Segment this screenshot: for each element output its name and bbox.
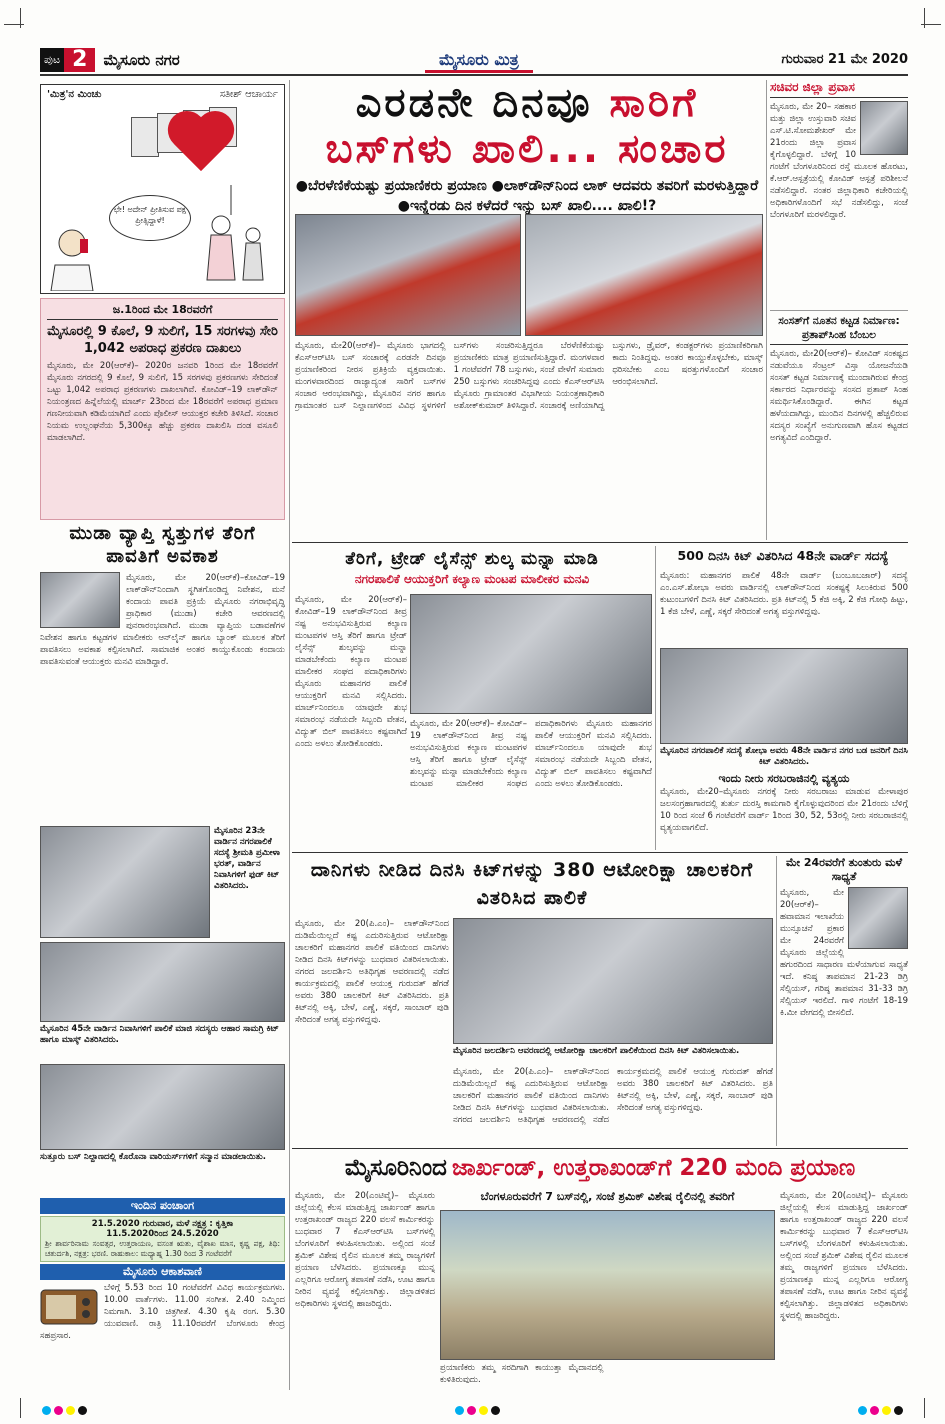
column-divider [776, 856, 777, 1146]
color-registration-strip [455, 1406, 500, 1415]
cartoon-speech-bubble: ಛೇ! ಅದೇನ್ ಪ್ರೀತಿಸುವ ಪಕ್ಷ ಪ್ರೀತ್ಸಿದ್ದಾಳೆ! [109, 195, 191, 241]
panchanga-title: ಇಂದಿನ ಪಂಚಾಂಗ [40, 1198, 285, 1214]
panchanga-line1: 21.5.2020 ಗುರುವಾರ, ಮಳೆ ನಕ್ಷತ್ರ : ಕೃತ್ತಿಕಾ [91, 1219, 234, 1229]
radio-box [40, 1282, 285, 1394]
panchanga-line2: 11.5.2020ರಿಂದ 24.5.2020 [106, 1229, 219, 1239]
trade-body-continued: ಮೈಸೂರು, ಮೇ 20(ಆರ್‌ಕೆ)– ಕೋವಿಡ್–19 ಲಾಕ್‌ಡೌನ್‌ನಿಂದ ತೀವ್ರ ನಷ್ಟ ಅನುಭವಿಸುತ್ತಿರುವ ಕಲ್ಯಾಣ ಮಂಟಪಗಳ ಆಸ್ತಿ ತೆರಿಗೆ ಹಾಗೂ ಟ್ರೇಡ್ ಲೈಸೆನ್ಸ್ ಶುಲ್ಕವನ್ನು ಮನ್ನಾ ಮಾಡಬೇಕೆಂದು ಕಲ್ಯಾಣ ಮಂಟಪ ಮಾಲೀಕರ ಸಂಘದ ಪದಾಧಿಕಾರಿಗಳು ಮೈಸೂರು ಮಹಾನಗರ ಪಾಲಿಕೆ ಆಯುಕ್ತರಿಗೆ ಮನವಿ ಸಲ್ಲಿಸಿದರು. ಮಾರ್ಚ್‌ನಿಂದಲೂ ಯಾವುದೇ ಶುಭ ಸಮಾರಂಭ ನಡೆಯದೇ ಸಿಬ್ಬಂದಿ ವೇತನ, ವಿದ್ಯುತ್ ಬಿಲ್ ಪಾವತಿಸಲು ಕಷ್ಟವಾಗಿದೆ ಎಂದು ಅಳಲು ತೋಡಿಕೊಂಡರು. [410, 719, 652, 789]
water-headline: ಇಂದು ನೀರು ಸರಬರಾಜಿನಲ್ಲಿ ವ್ಯತ್ಯಯ [718, 772, 850, 785]
lead-photo-bus-stand [525, 214, 763, 336]
rain-photo [848, 887, 908, 949]
autos-caption: ಮೈಸೂರಿನ ಜಲದರ್ಶಿನಿ ಆವರಣದಲ್ಲಿ ಆಟೋರಿಕ್ಷಾ ಚಾಲಕರಿಗೆ ಪಾಲಿಕೆಯಿಂದ ದಿನಸಿ ಕಿಟ್ ವಿತರಿಸಲಾಯಿತು. [453, 1046, 740, 1056]
lead-headline-line1: ಎರಡನೇ ದಿನವೂ [355, 80, 593, 126]
crime-kicker: ಜ.1ರಿಂದ ಮೇ 18ರವರೆಗೆ [47, 303, 278, 320]
parliament-headline: ಸಂಸತ್‌ಗೆ ನೂತನ ಕಟ್ಟಡ ನಿರ್ಮಾಣ: ಪ್ರತಾಪ್‌ಸಿಂಹ ಬೆಂಬಲ [770, 314, 908, 345]
heart-balloon-icon [166, 113, 236, 175]
muda-headline: ಮುಡಾ ವ್ಯಾಪ್ತಿ ಸ್ವತ್ತುಗಳ ತೆರಿಗೆ ಪಾವತಿಗೆ ಅವಕಾಶ [69, 523, 256, 567]
bus-stand-felicitation-photo [40, 1064, 285, 1150]
column-divider [289, 80, 290, 1390]
minister-tour-body: ಮೈಸೂರು, ಮೇ 20– ಸಹಕಾರ ಮತ್ತು ಜಿಲ್ಲಾ ಉಸ್ತುವಾರಿ ಸಚಿವ ಎಸ್.ಟಿ.ಸೋಮಶೇಖರ್ ಮೇ 21ರಂದು ಜಿಲ್ಲಾ ಪ್ರವಾಸ ಕೈಗೊಳ್ಳಲಿದ್ದಾರೆ. ಬೆಳಿಗ್ಗೆ 10 ಗಂಟೆಗೆ ಬೆಂಗಳೂರಿನಿಂದ ರಸ್ತೆ ಮೂಲಕ ಹೊರಟು, ಕೆ.ಆರ್.ಆಸ್ಪತ್ರೆಯಲ್ಲಿ ಕೋವಿಡ್ ಆಸ್ಪತ್ರೆ ಪರಿಶೀಲನೆ ನಡೆಸಲಿದ್ದಾರೆ. ನಂತರ ಜಿಲ್ಲಾಧಿಕಾರಿ ಕಚೇರಿಯಲ್ಲಿ ಅಧಿಕಾರಿಗಳೊಂದಿಗೆ ಸಭೆ ನಡೆಸಲಿದ್ದು, ಸಂಜೆ ಬೆಂಗಳೂರಿಗೆ ಮರಳಲಿದ್ದಾರೆ. [770, 102, 908, 220]
paper-name: ಮೈಸೂರು ಮಿತ್ರ [425, 50, 533, 73]
ward48-caption: ಮೈಸೂರಿನ ನಗರಪಾಲಿಕೆ ಸದಸ್ಯೆ ಶೋಭಾ ಅವರು 48ನೇ ವಾರ್ಡಿನ ನಗರ ಬಡ ಜನರಿಗೆ ದಿನಸಿ ಕಿಟ್ ವಿತರಿಸಿದರು. [660, 746, 908, 767]
cartoon-title [41, 85, 284, 104]
panchanga-box [40, 1216, 285, 1262]
muda-body: ಮೈಸೂರು, ಮೇ 20(ಆರ್‌ಕೆ)–ಕೋವಿಡ್–19 ಲಾಕ್‌ಡೌನ್‌ನಿಂದಾಗಿ ಸ್ಥಗಿತಗೊಂಡಿದ್ದ ನಿವೇಶನ, ಮನೆ ಕಂದಾಯ ಪಾವತಿ ಪ್ರಕ್ರಿಯೆ ಮೈಸೂರು ನಗರಾಭಿವೃದ್ಧಿ ಪ್ರಾಧಿಕಾರ (ಮುಡಾ) ಕಚೇರಿ ಆವರಣದಲ್ಲಿ ಪುನರಾರಂಭವಾಗಿದೆ. ಮುಡಾ ವ್ಯಾಪ್ತಿಯ ಬಡಾವಣೆಗಳ ನಿವೇಶನ ಹಾಗೂ ಕಟ್ಟಡಗಳ ಮಾಲೀಕರು ಆನ್‌ಲೈನ್ ಹಾಗೂ ಬ್ಯಾಂಕ್ ಮೂಲಕ ತೆರಿಗೆ ಪಾವತಿಸಲು ಅವಕಾಶ ಕಲ್ಪಿಸಲಾಗಿದೆ. ಸಾಮಾಜಿಕ ಅಂತರ ಕಾಯ್ದುಕೊಂಡು ಕಂದಾಯ ಪಾವತಿಸುವಂತೆ ಆಯುಕ್ತರು ಮನವಿ ಮಾಡಿದ್ದಾರೆ. [40, 573, 285, 667]
minister-tour-article [770, 80, 908, 308]
crop-mark [921, 24, 941, 25]
column-divider [655, 546, 656, 850]
parliament-building-article [770, 314, 908, 540]
color-registration-strip [858, 1406, 903, 1415]
autos-body: ಮೈಸೂರು, ಮೇ 20(ಪಿ.ಎಂ)– ಲಾಕ್‌ಡೌನ್‌ನಿಂದ ದುಡಿಮೆಯಿಲ್ಲದೆ ಕಷ್ಟ ಎದುರಿಸುತ್ತಿರುವ ಆಟೋರಿಕ್ಷಾ ಚಾಲಕರಿಗೆ ಮಹಾನಗರ ಪಾಲಿಕೆ ವತಿಯಿಂದ ದಾನಿಗಳು ನೀಡಿದ ದಿನಸಿ ಕಿಟ್‌ಗಳನ್ನು ಬುಧವಾರ ವಿತರಿಸಲಾಯಿತು. ನಗರದ ಜಲದರ್ಶಿನಿ ಅತಿಥಿಗೃಹ ಆವರಣದಲ್ಲಿ ನಡೆದ ಕಾರ್ಯಕ್ರಮದಲ್ಲಿ ಪಾಲಿಕೆ ಆಯುಕ್ತ ಗುರುದತ್ ಹೆಗಡೆ ಅವರು 380 ಚಾಲಕರಿಗೆ ಕಿಟ್ ವಿತರಿಸಿದರು. ಪ್ರತಿ ಕಿಟ್‌ನಲ್ಲಿ ಅಕ್ಕಿ, ಬೇಳೆ, ಎಣ್ಣೆ, ಸಕ್ಕರೆ, ಸಾಂಬಾರ್ ಪುಡಿ ಸೇರಿದಂತೆ ಅಗತ್ಯ ವಸ್ತುಗಳಿದ್ದವು. [295, 919, 449, 1025]
cartoon-artist: ಸತೀಶ್ ಆಚಾರ್ಯ [219, 89, 278, 100]
section-divider [292, 1148, 908, 1149]
crop-mark [4, 24, 24, 25]
radio-icon [40, 1286, 98, 1326]
column-divider [766, 80, 767, 540]
section-city: ಮೈಸೂರು ನಗರ [103, 51, 180, 69]
crop-mark [924, 1398, 925, 1418]
autos-headline [292, 856, 772, 914]
ward48-headline [658, 546, 908, 568]
page-number-box [40, 48, 180, 72]
migrants-caption: ಪ್ರಯಾಣಿಕರು ತಮ್ಮ ಸರದಿಗಾಗಿ ಕಾಯುತ್ತಾ ಮೈದಾನದಲ್ಲಿ ಕುಳಿತಿರುವುದು. [440, 1363, 604, 1385]
radio-body: ಬೆಳಿಗ್ಗೆ 5.53 ರಿಂದ 10 ಗಂಟೆವರೆಗೆ ವಿವಿಧ ಕಾರ್ಯಕ್ರಮಗಳು. 10.00 ವಾರ್ತೆಗಳು. 11.00 ಸಂಗೀತ. 2.40 ನಿಮ್ಮಿಂದ ನಿಮಗಾಗಿ. 3.10 ಚಿತ್ರಗೀತೆ. 4.30 ಕೃಷಿ ರಂಗ. 5.30 ಯುವವಾಣಿ. ರಾತ್ರಿ 11.10ರವರೆಗೆ ಬೆಂಗಳೂರು ಕೇಂದ್ರ ಸಹಪ್ರಸಾರ. [40, 1283, 285, 1341]
page-masthead [40, 42, 908, 76]
lead-headline [292, 80, 762, 172]
migrants-headline-black: ಮೈಸೂರಿನಿಂದ [344, 1155, 447, 1181]
ration-kit-photo-2 [40, 942, 285, 1022]
trade-body: ಮೈಸೂರು, ಮೇ 20(ಆರ್‌ಕೆ)– ಕೋವಿಡ್–19 ಲಾಕ್‌ಡೌನ್‌ನಿಂದ ತೀವ್ರ ನಷ್ಟ ಅನುಭವಿಸುತ್ತಿರುವ ಕಲ್ಯಾಣ ಮಂಟಪಗಳ ಆಸ್ತಿ ತೆರಿಗೆ ಹಾಗೂ ಟ್ರೇಡ್ ಲೈಸೆನ್ಸ್ ಶುಲ್ಕವನ್ನು ಮನ್ನಾ ಮಾಡಬೇಕೆಂದು ಕಲ್ಯಾಣ ಮಂಟಪ ಮಾಲೀಕರ ಸಂಘದ ಪದಾಧಿಕಾರಿಗಳು ಮೈಸೂರು ಮಹಾನಗರ ಪಾಲಿಕೆ ಆಯುಕ್ತರಿಗೆ ಮನವಿ ಸಲ್ಲಿಸಿದರು. ಮಾರ್ಚ್‌ನಿಂದಲೂ ಯಾವುದೇ ಶುಭ ಸಮಾರಂಭ ನಡೆಯದೇ ಸಿಬ್ಬಂದಿ ವೇತನ, ವಿದ್ಯುತ್ ಬಿಲ್ ಪಾವತಿಸಲು ಕಷ್ಟವಾಗಿದೆ ಎಂದು ಅಳಲು ತೋಡಿಕೊಂಡರು. [295, 595, 407, 749]
ward48-kit-photo [660, 648, 908, 744]
lead-photo-bus-depot [295, 214, 521, 336]
migrants-body: ಮೈಸೂರು, ಮೇ 20(ಎಂಟಿವೈ)– ಮೈಸೂರು ಜಿಲ್ಲೆಯಲ್ಲಿ ಕೆಲಸ ಮಾಡುತ್ತಿದ್ದ ಜಾರ್ಖಂಡ್ ಹಾಗೂ ಉತ್ತರಾಖಂಡ್ ರಾಜ್ಯದ 220 ವಲಸೆ ಕಾರ್ಮಿಕರನ್ನು ಬುಧವಾರ 7 ಕೆಎಸ್‌ಆರ್‌ಟಿಸಿ ಬಸ್‌ಗಳಲ್ಲಿ ಬೆಂಗಳೂರಿಗೆ ಕಳುಹಿಸಲಾಯಿತು. ಅಲ್ಲಿಂದ ಸಂಜೆ ಶ್ರಮಿಕ್ ವಿಶೇಷ ರೈಲಿನ ಮೂಲಕ ತಮ್ಮ ರಾಜ್ಯಗಳಿಗೆ ಪ್ರಯಾಣ ಬೆಳೆಸಿದರು. ಪ್ರಯಾಣಕ್ಕೂ ಮುನ್ನ ಎಲ್ಲರಿಗೂ ಆರೋಗ್ಯ ತಪಾಸಣೆ ನಡೆಸಿ, ಊಟ ಹಾಗೂ ನೀರಿನ ವ್ಯವಸ್ಥೆ ಕಲ್ಪಿಸಲಾಗಿತ್ತು. ಜಿಲ್ಲಾಡಳಿತದ ಅಧಿಕಾರಿಗಳು ಸ್ಥಳದಲ್ಲಿ ಹಾಜರಿದ್ದರು. [295, 1191, 435, 1309]
minister-photo [860, 101, 908, 155]
section-divider [292, 542, 908, 543]
lead-headline-line2: ಬಸ್‌ಗಳು ಖಾಲಿ... ಸಂಚಾರ [325, 126, 729, 172]
trade-subhead: ನಗರಪಾಲಿಕೆ ಆಯುಕ್ತರಿಗೆ ಕಲ್ಯಾಣ ಮಂಟಪ ಮಾಲೀಕರ ಮನವಿ [354, 572, 590, 586]
ward48-body: ಮೈಸೂರು: ಮಹಾನಗರ ಪಾಲಿಕೆ 48ನೇ ವಾರ್ಡ್ (ಬಂಬೂಬಜಾರ್) ಸದಸ್ಯೆ ಎಂ.ಎಸ್.ಶೋಭಾ ಅವರು ವಾರ್ಡಿನಲ್ಲಿ ಲಾಕ್‌ಡೌನ್‌ನಿಂದ ಸಂಕಷ್ಟಕ್ಕೆ ಸಿಲುಕಿರುವ 500 ಕುಟುಂಬಗಳಿಗೆ ದಿನಸಿ ಕಿಟ್ ವಿತರಿಸಿದರು. ಪ್ರತಿ ಕಿಟ್‌ನಲ್ಲಿ 5 ಕೆಜಿ ಅಕ್ಕಿ, 2 ಕೆಜಿ ಗೋಧಿ ಹಿಟ್ಟು, 1 ಕೆಜಿ ಬೇಳೆ, ಎಣ್ಣೆ, ಸಕ್ಕರೆ ಸೇರಿದಂತೆ ಅಗತ್ಯ ವಸ್ತುಗಳಿದ್ದವು. [660, 571, 908, 617]
autos-headline-text: ದಾನಿಗಳು ನೀಡಿದ ದಿನಸಿ ಕಿಟ್‌ಗಳನ್ನು 380 ಆಟೋರಿಕ್ಷಾ ಚಾಲಕರಿಗೆ ವಿತರಿಸಿದ ಪಾಲಿಕೆ [310, 859, 754, 909]
lead-deck: ●ಬೆರಳೆಣಿಕೆಯಷ್ಟು ಪ್ರಯಾಣಿಕರು ಪ್ರಯಾಣ ●ಲಾಕ್‌ಡೌನ್‌ನಿಂದ ಲಾಕ್ ಆದವರು ತವರಿಗೆ ಮರಳುತ್ತಿದ್ದಾರೆ ●ಇನ್ನೆರಡು ದಿನ ಕಳೆದರೆ ಇನ್ನು ಬಸ್ ಖಾಲಿ.... ಖಾಲಿ!? [295, 178, 759, 214]
rain-article [780, 856, 908, 1146]
page-number: 2 [64, 48, 95, 72]
lead-headline-line1-red: ಸಾರಿಗೆ [609, 80, 699, 126]
migrants-body-continued: ಮೈಸೂರು, ಮೇ 20(ಎಂಟಿವೈ)– ಮೈಸೂರು ಜಿಲ್ಲೆಯಲ್ಲಿ ಕೆಲಸ ಮಾಡುತ್ತಿದ್ದ ಜಾರ್ಖಂಡ್ ಹಾಗೂ ಉತ್ತರಾಖಂಡ್ ರಾಜ್ಯದ 220 ವಲಸೆ ಕಾರ್ಮಿಕರನ್ನು ಬುಧವಾರ 7 ಕೆಎಸ್‌ಆರ್‌ಟಿಸಿ ಬಸ್‌ಗಳಲ್ಲಿ ಬೆಂಗಳೂರಿಗೆ ಕಳುಹಿಸಲಾಯಿತು. ಅಲ್ಲಿಂದ ಸಂಜೆ ಶ್ರಮಿಕ್ ವಿಶೇಷ ರೈಲಿನ ಮೂಲಕ ತಮ್ಮ ರಾಜ್ಯಗಳಿಗೆ ಪ್ರಯಾಣ ಬೆಳೆಸಿದರು. ಪ್ರಯಾಣಕ್ಕೂ ಮುನ್ನ ಎಲ್ಲರಿಗೂ ಆರೋಗ್ಯ ತಪಾಸಣೆ ನಡೆಸಿ, ಊಟ ಹಾಗೂ ನೀರಿನ ವ್ಯವಸ್ಥೆ ಕಲ್ಪಿಸಲಾಗಿತ್ತು. ಜಿಲ್ಲಾಡಳಿತದ ಅಧಿಕಾರಿಗಳು ಸ್ಥಳದಲ್ಲಿ ಹಾಜರಿದ್ದರು. [780, 1191, 908, 1321]
trade-headline [292, 546, 652, 572]
crime-stats-article [40, 298, 285, 520]
color-registration-strip [42, 1406, 87, 1415]
lead-body: ಮೈಸೂರು, ಮೇ20(ಆರ್‌ಕೆ)– ಮೈಸೂರು ಭಾಗದಲ್ಲಿ ಕೆಎಸ್‌ಆರ್‌ಟಿಸಿ ಬಸ್ ಸಂಚಾರಕ್ಕೆ ಎರಡನೇ ದಿನವೂ ಪ್ರಯಾಣಿಕರಿಂದ ನೀರಸ ಪ್ರತಿಕ್ರಿಯೆ ವ್ಯಕ್ತವಾಯಿತು. ಮಂಗಳವಾರದಿಂದ ರಾಜ್ಯಾದ್ಯಂತ ಸಾರಿಗೆ ಬಸ್‌ಗಳ ಸಂಚಾರ ಆರಂಭವಾಗಿದ್ದು, ಮೈಸೂರಿನ ನಗರ ಹಾಗೂ ಗ್ರಾಮಾಂತರ ಬಸ್ ನಿಲ್ದಾಣಗಳಿಂದ ವಿವಿಧ ಸ್ಥಳಗಳಿಗೆ ಬಸ್‌ಗಳು ಸಂಚರಿಸುತ್ತಿದ್ದರೂ ಬೆರಳೆಣಿಕೆಯಷ್ಟು ಪ್ರಯಾಣಿಕರು ಮಾತ್ರ ಪ್ರಯಾಣಿಸುತ್ತಿದ್ದಾರೆ. ಮಂಗಳವಾರ 1 ಗಂಟೆವರೆಗೆ 78 ಬಸ್ಸುಗಳು, ಸಂಜೆ ವೇಳೆಗೆ ಸುಮಾರು 250 ಬಸ್ಸುಗಳು ಸಂಚರಿಸಿದ್ದವು ಎಂದು ಕೆಎಸ್‌ಆರ್‌ಟಿಸಿ ಮೈಸೂರು ಗ್ರಾಮಾಂತರ ವಿಭಾಗೀಯ ನಿಯಂತ್ರಣಾಧಿಕಾರಿ ಅಶೋಕ್‌ಕುಮಾರ್ ತಿಳಿಸಿದ್ದಾರೆ. ಸಂಚಾರಕ್ಕೆ ಅಣಿಯಾಗಿದ್ದ ಬಸ್ಸುಗಳು, ಡ್ರೈವರ್, ಕಂಡಕ್ಟರ್‌ಗಳು ಪ್ರಯಾಣಿಕರಿಗಾಗಿ ಕಾದು ನಿಂತಿದ್ದವು. ಅಂತರ ಕಾಯ್ದುಕೊಳ್ಳಬೇಕು, ಮಾಸ್ಕ್ ಧರಿಸಬೇಕು ಎಂಬ ಷರತ್ತುಗಳೊಂದಿಗೆ ಸಂಚಾರ ಆರಂಭಿಸಲಾಗಿದೆ. [295, 341, 763, 411]
rain-headline: ಮೇ 24ರವರೆಗೆ ತುಂತುರು ಮಳೆ ಸಾಧ್ಯತೆ [785, 856, 903, 883]
crop-mark [924, 8, 925, 28]
autos-body-continued: ಮೈಸೂರು, ಮೇ 20(ಪಿ.ಎಂ)– ಲಾಕ್‌ಡೌನ್‌ನಿಂದ ದುಡಿಮೆಯಿಲ್ಲದೆ ಕಷ್ಟ ಎದುರಿಸುತ್ತಿರುವ ಆಟೋರಿಕ್ಷಾ ಚಾಲಕರಿಗೆ ಮಹಾನಗರ ಪಾಲಿಕೆ ವತಿಯಿಂದ ದಾನಿಗಳು ನೀಡಿದ ದಿನಸಿ ಕಿಟ್‌ಗಳನ್ನು ಬುಧವಾರ ವಿತರಿಸಲಾಯಿತು. ನಗರದ ಜಲದರ್ಶಿನಿ ಅತಿಥಿಗೃಹ ಆವರಣದಲ್ಲಿ ನಡೆದ ಕಾರ್ಯಕ್ರಮದಲ್ಲಿ ಪಾಲಿಕೆ ಆಯುಕ್ತ ಗುರುದತ್ ಹೆಗಡೆ ಅವರು 380 ಚಾಲಕರಿಗೆ ಕಿಟ್ ವಿತರಿಸಿದರು. ಪ್ರತಿ ಕಿಟ್‌ನಲ್ಲಿ ಅಕ್ಕಿ, ಬೇಳೆ, ಎಣ್ಣೆ, ಸಕ್ಕರೆ, ಸಾಂಬಾರ್ ಪುಡಿ ಸೇರಿದಂತೆ ಅಗತ್ಯ ವಸ್ತುಗಳಿದ್ದವು. [453, 1067, 773, 1125]
crop-mark [20, 1398, 21, 1418]
trade-headline-text: ತೆರಿಗೆ, ಟ್ರೇಡ್ ಲೈಸೆನ್ಸ್ ಶುಲ್ಕ ಮನ್ನಾ ಮಾಡಿ [345, 549, 599, 569]
migrants-headline-red: ಜಾರ್ಖಂಡ್, ಉತ್ತರಾಖಂಡ್‌ಗೆ 220 ಮಂದಿ ಪ್ರಯಾಣ [451, 1155, 856, 1181]
parliament-body: ಮೈಸೂರು, ಮೇ20(ಆರ್‌ಕೆ)– ಕೋವಿಡ್ ಸಂಕಷ್ಟದ ನಡುವೆಯೂ ಸೆಂಟ್ರಲ್ ವಿಸ್ತಾ ಯೋಜನೆಯಡಿ ಸಂಸತ್ ಕಟ್ಟಡ ನಿರ್ಮಾಣಕ್ಕೆ ಮುಂದಾಗಿರುವ ಕೇಂದ್ರ ಸರ್ಕಾರದ ನಿರ್ಧಾರವನ್ನು ಸಂಸದ ಪ್ರತಾಪ್ ಸಿಂಹ ಸಮರ್ಥಿಸಿಕೊಂಡಿದ್ದಾರೆ. ಈಗಿನ ಕಟ್ಟಡ ಹಳೆಯದಾಗಿದ್ದು, ಮುಂದಿನ ದಿನಗಳಲ್ಲಿ ಹೆಚ್ಚಲಿರುವ ಸದಸ್ಯರ ಸಂಖ್ಯೆಗೆ ಅನುಗುಣವಾಗಿ ಹೊಸ ಕಟ್ಟಡದ ಅಗತ್ಯವಿದೆ ಎಂದಿದ್ದಾರೆ. [770, 349, 908, 443]
crop-mark [20, 8, 21, 28]
rain-body: ಮೈಸೂರು, ಮೇ 20(ಆರ್‌ಕೆ)– ಹವಾಮಾನ ಇಲಾಖೆಯ ಮುನ್ಸೂಚನೆ ಪ್ರಕಾರ ಮೇ 24ರವರೆಗೆ ಮೈಸೂರು ಜಿಲ್ಲೆಯಲ್ಲಿ ಹಗುರದಿಂದ ಸಾಧಾರಣ ಮಳೆಯಾಗುವ ಸಾಧ್ಯತೆ ಇದೆ. ಕನಿಷ್ಠ ತಾಪಮಾನ 21-23 ಡಿಗ್ರಿ ಸೆಲ್ಸಿಯಸ್, ಗರಿಷ್ಠ ತಾಪಮಾನ 31-33 ಡಿಗ್ರಿ ಸೆಲ್ಸಿಯಸ್ ಇರಲಿದೆ. ಗಾಳಿ ಗಂಟೆಗೆ 18-19 ಕಿ.ಮೀ ವೇಗದಲ್ಲಿ ಬೀಸಲಿದೆ. [780, 888, 908, 1018]
ration-kit-photo-1 [40, 826, 210, 938]
section-divider [770, 310, 908, 311]
cartoon-panel [40, 84, 285, 294]
trade-memorandum-photo [410, 594, 652, 714]
crime-headline: ಮೈಸೂರಲ್ಲಿ 9 ಕೊಲೆ, 9 ಸುಲಿಗೆ, 15 ಸರಗಳವು ಸೇರಿ 1,042 ಅಪರಾಧ ಪ್ರಕರಣ ದಾಖಲು [47, 324, 278, 356]
ward48-headline-text: 500 ದಿನಸಿ ಕಿಟ್ ವಿತರಿಸಿದ 48ನೇ ವಾರ್ಡ್ ಸದಸ್ಯೆ [677, 548, 889, 563]
muda-office-photo [40, 572, 120, 628]
migrants-ground-photo [440, 1210, 775, 1360]
water-body: ಮೈಸೂರು, ಮೇ20–ಮೈಸೂರು ನಗರಕ್ಕೆ ನೀರು ಸರಬರಾಜು ಮಾಡುವ ಮೇಳಾಪುರ ಜಲಸಂಗ್ರಹಾಗಾರದಲ್ಲಿ ತುರ್ತು ದುರಸ್ತಿ ಕಾಮಗಾರಿ ಕೈಗೊಳ್ಳುವುದರಿಂದ ಮೇ 21ರಂದು ಬೆಳಿಗ್ಗೆ 10 ರಿಂದ ಸಂಜೆ 6 ಗಂಟೆವರೆಗೆ ವಾರ್ಡ್ 1ರಿಂದ 30, 52, 53ರಲ್ಲಿ ನೀರು ಸರಬರಾಜಿನಲ್ಲಿ ವ್ಯತ್ಯಯವಾಗಲಿದೆ. [660, 787, 908, 833]
ration-kit-caption-2: ಮೈಸೂರಿನ 45ನೇ ವಾರ್ಡಿನ ನಿವಾಸಿಗಳಿಗೆ ಪಾಲಿಕೆ ಮಾಜಿ ಸದಸ್ಯರು ಆಹಾರ ಸಾಮಗ್ರಿ ಕಿಟ್ ಹಾಗೂ ಮಾಸ್ಕ್ ವಿತರಿಸಿದರು. [40, 1024, 279, 1045]
muda-article [40, 522, 285, 822]
section-divider [292, 852, 908, 853]
panchanga-body: ಶ್ರೀ ಶಾರ್ವರಿನಾಮ ಸಂವತ್ಸರ, ಉತ್ತರಾಯಣ, ವಸಂತ ಋತು, ವೈಶಾಖ ಮಾಸ, ಕೃಷ್ಣ ಪಕ್ಷ, ತಿಥಿ: ಚತುರ್ದಶಿ, ನಕ್ಷತ್ರ: ಭರಣಿ. ರಾಹುಕಾಲ: ಮಧ್ಯಾಹ್ನ 1.30 ರಿಂದ 3 ಗಂಟೆವರೆಗೆ [45, 1239, 280, 1258]
page-label: ಪುಟ [40, 48, 64, 72]
publication-date: ಗುರುವಾರ 21 ಮೇ 2020 [781, 52, 908, 67]
migrants-subhead: ಬೆಂಗಳೂರುವರೆಗೆ 7 ಬಸ್‌ನಲ್ಲಿ, ಸಂಜೆ ಶ್ರಮಿಕ್ ವಿಶೇಷ ರೈಲಿನಲ್ಲಿ ತವರಿಗೆ [480, 1190, 735, 1203]
crime-body: ಮೈಸೂರು, ಮೇ 20(ಆರ್‌ಕೆ)– 2020ರ ಜನವರಿ 1ರಿಂದ ಮೇ 18ರವರೆಗೆ ಮೈಸೂರು ನಗರದಲ್ಲಿ 9 ಕೊಲೆ, 9 ಸುಲಿಗೆ, 15 ಸರಗಳವು ಪ್ರಕರಣಗಳು ಸೇರಿದಂತೆ ಒಟ್ಟು 1,042 ಅಪರಾಧ ಪ್ರಕರಣಗಳು ದಾಖಲಾಗಿವೆ. ಕೋವಿಡ್–19 ಲಾಕ್‌ಡೌನ್ ನಿಯಂತ್ರಣದ ಹಿನ್ನೆಲೆಯಲ್ಲಿ ಮಾರ್ಚ್ 23ರಿಂದ ಮೇ 18ರವರೆಗೆ ಅಪರಾಧ ಪ್ರಮಾಣ ಗಣನೀಯವಾಗಿ ಕಡಿಮೆಯಾಗಿದೆ ಎಂದು ಪೊಲೀಸ್ ಆಯುಕ್ತರ ಕಚೇರಿ ತಿಳಿಸಿದೆ. ಸಂಚಾರ ನಿಯಮ ಉಲ್ಲಂಘನೆಯ 5,300ಕ್ಕೂ ಹೆಚ್ಚು ಪ್ರಕರಣ ದಾಖಲಿಸಿ ದಂಡ ವಸೂಲಿ ಮಾಡಲಾಗಿದೆ. [47, 361, 278, 443]
cartoon-man-on-phone [47, 225, 97, 291]
ration-kit-caption-1: ಮೈಸೂರಿನ 23ನೇ ವಾರ್ಡಿನ ನಗರಪಾಲಿಕೆ ಸದಸ್ಯೆ ಶ್ರೀಮತಿ ಪ್ರಮೀಳಾ ಭರತ್, ವಾರ್ಡಿನ ನಿವಾಸಿಗಳಿಗೆ ಫುಡ್ ಕಿಟ್ ವಿತರಿಸಿದರು. [214, 826, 281, 891]
cartoon-title-text: 'ಮಿತ್ರ'ನ ಮಿಂಚು [47, 89, 102, 100]
water-supply-article [660, 772, 908, 850]
minister-tour-headline: ಸಚಿವರ ಜಿಲ್ಲಾ ಪ್ರವಾಸ [770, 80, 908, 98]
bus-stand-caption: ಸುತ್ತೂರು ಬಸ್ ನಿಲ್ದಾಣದಲ್ಲಿ ಕೊರೊನಾ ವಾರಿಯರ್ಸ್‌ಗಳಿಗೆ ಸನ್ಮಾನ ಮಾಡಲಾಯಿತು. [40, 1152, 266, 1162]
radio-title: ಮೈಸೂರು ಆಕಾಶವಾಣಿ [40, 1264, 285, 1280]
autos-kit-photo [453, 918, 773, 1044]
cartoon-figures [191, 185, 271, 285]
migrants-headline [292, 1150, 908, 1186]
